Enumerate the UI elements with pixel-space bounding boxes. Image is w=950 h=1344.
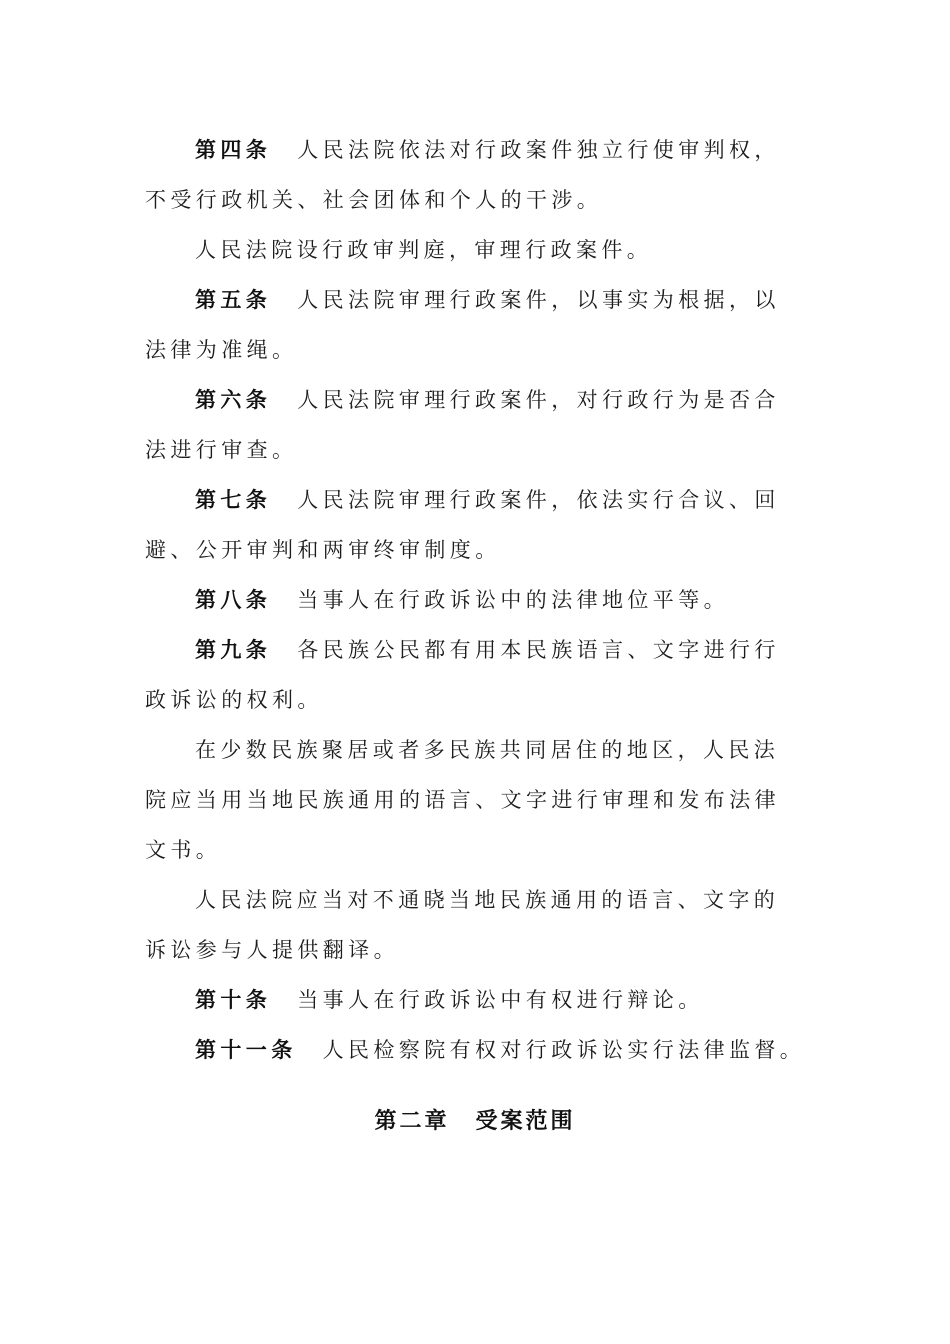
article-text: 法进行审查。 (145, 438, 298, 462)
article-text: 各民族公民都有用本民族语言、文字进行行 (297, 638, 780, 662)
article-text: 当事人在行政诉讼中有权进行辩论。 (297, 988, 704, 1012)
article-text: 法律为准绳。 (145, 338, 298, 362)
text-line (145, 925, 805, 975)
article-number: 第九条 (195, 638, 272, 662)
paragraph-article-11 (145, 1025, 805, 1075)
paragraph-text: 诉讼参与人提供翻译。 (145, 938, 399, 962)
text-line (145, 175, 805, 225)
article-text: 人民法院审理行政案件，对行政行为是否合 (297, 388, 780, 412)
paragraph-article-4 (145, 125, 805, 225)
text-line (145, 675, 805, 725)
text-line (145, 775, 805, 825)
article-text: 人民法院依法对行政案件独立行使审判权， (297, 138, 780, 162)
article-text: 人民法院审理行政案件，依法实行合议、回 (297, 488, 780, 512)
paragraph-text: 人民法院设行政审判庭，审理行政案件。 (195, 238, 653, 262)
document-body (145, 125, 805, 1075)
paragraph-text: 在少数民族聚居或者多民族共同居住的地区，人民法 (195, 738, 780, 762)
text-line (145, 375, 805, 425)
paragraph-article-5 (145, 275, 805, 375)
article-text: 人民法院审理行政案件，以事实为根据，以 (297, 288, 780, 312)
text-line (145, 625, 805, 675)
paragraph-article-6 (145, 375, 805, 475)
text-line (145, 525, 805, 575)
text-line (145, 425, 805, 475)
chapter-title: 受案范围 (475, 1109, 576, 1134)
article-number: 第四条 (195, 138, 272, 162)
article-number: 第十一条 (195, 1038, 297, 1062)
paragraph (145, 225, 805, 275)
paragraph (145, 875, 805, 975)
text-line (145, 875, 805, 925)
paragraph-article-10 (145, 975, 805, 1025)
article-text: 人民检察院有权对行政诉讼实行法律监督。 (322, 1038, 806, 1062)
paragraph-article-7 (145, 475, 805, 575)
article-number: 第五条 (195, 288, 272, 312)
article-number: 第十条 (195, 988, 272, 1012)
text-line (145, 475, 805, 525)
text-line (145, 325, 805, 375)
text-line (145, 275, 805, 325)
text-line (145, 725, 805, 775)
article-text: 政诉讼的权利。 (145, 688, 323, 712)
article-text: 不受行政机关、社会团体和个人的干涉。 (145, 188, 603, 212)
paragraph (145, 725, 805, 875)
paragraph-text: 文书。 (145, 838, 222, 862)
text-line (145, 1025, 805, 1075)
text-line (145, 225, 805, 275)
paragraph-text: 院应当用当地民族通用的语言、文字进行审理和发布法律 (145, 788, 780, 812)
chapter-number: 第二章 (374, 1109, 450, 1134)
article-number: 第六条 (195, 388, 272, 412)
text-line (145, 125, 805, 175)
article-text: 当事人在行政诉讼中的法律地位平等。 (297, 588, 730, 612)
chapter-heading (0, 1097, 950, 1147)
paragraph-article-9 (145, 625, 805, 725)
paragraph-text: 人民法院应当对不通晓当地民族通用的语言、文字的 (195, 888, 780, 912)
text-line (145, 575, 805, 625)
article-number: 第七条 (195, 488, 272, 512)
article-text: 避、公开审判和两审终审制度。 (145, 538, 501, 562)
article-number: 第八条 (195, 588, 272, 612)
paragraph-article-8 (145, 575, 805, 625)
text-line (145, 825, 805, 875)
text-line (145, 975, 805, 1025)
